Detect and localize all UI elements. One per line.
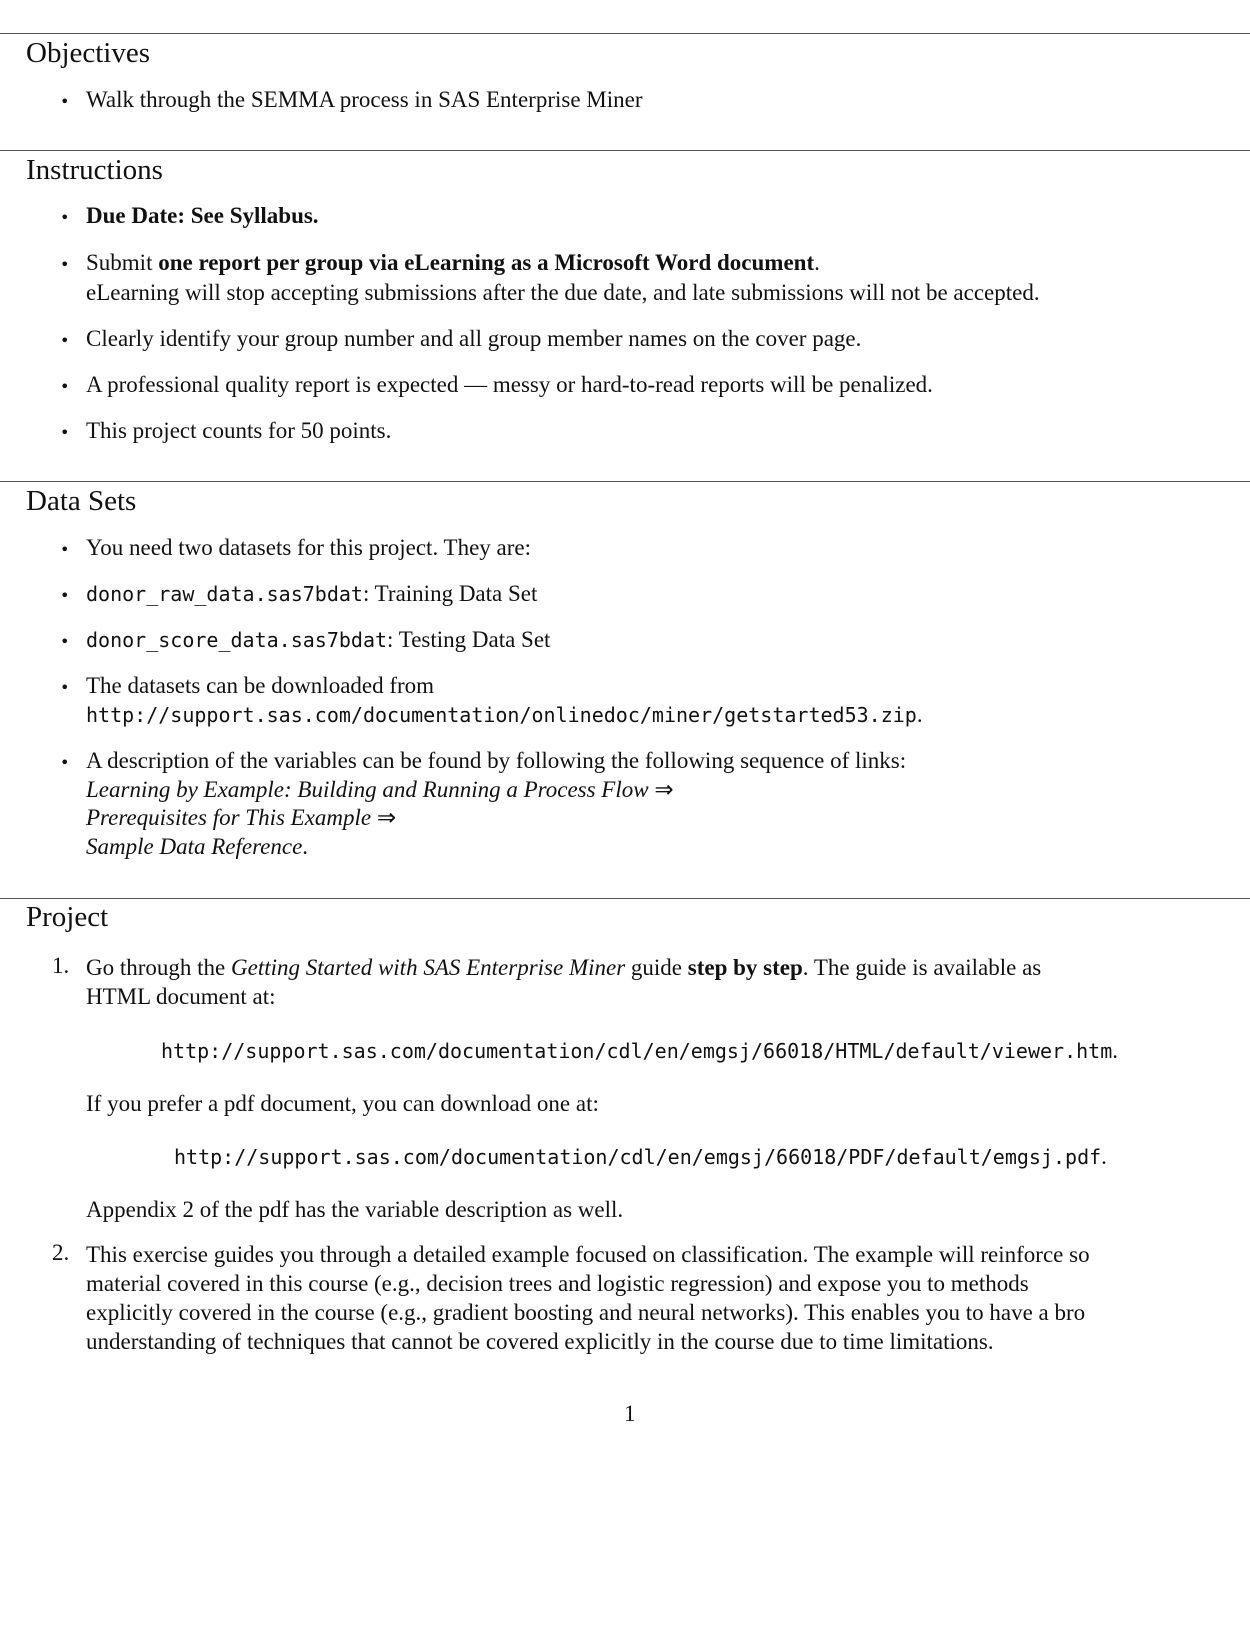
item-number: 2. bbox=[52, 1240, 70, 1265]
train-dataset-line bbox=[86, 579, 537, 609]
submit-line bbox=[86, 248, 820, 277]
project-item-2-line-1: This exercise guides you through a detailed example focused on classification. The example will reinforce so bbox=[86, 1242, 1090, 1267]
objective-item: Walk through the SEMMA process in SAS Enterprise Miner bbox=[86, 87, 643, 112]
link-step-3 bbox=[86, 832, 308, 861]
appendix-text: Appendix 2 of the pdf has the variable description as well. bbox=[86, 1197, 624, 1222]
html-url-line bbox=[161, 1036, 1118, 1066]
link-step-1 bbox=[86, 775, 674, 804]
page-number: 1 bbox=[624, 1401, 636, 1426]
project-item-2-line-2: material covered in this course (e.g., decision trees and logistic regression) and expose you to methods bbox=[86, 1271, 1029, 1296]
section-rule bbox=[0, 150, 1250, 151]
bullet-icon: • bbox=[60, 208, 70, 227]
bullet-icon: • bbox=[60, 632, 70, 651]
html-url-end: . bbox=[1112, 1038, 1118, 1063]
pdf-url-link[interactable]: http://support.sas.com/documentation/cdl/en/emgsj/66018/PDF/default/emgsj.pdf bbox=[174, 1145, 1102, 1169]
bullet-icon: • bbox=[60, 377, 70, 396]
submit-bold: one report per group via eLearning as a Microsoft Word document bbox=[158, 250, 815, 275]
project-item-1-line-2: HTML document at: bbox=[86, 984, 276, 1009]
item1-bold: step by step bbox=[687, 955, 803, 980]
item1-post: . The guide is available as bbox=[802, 955, 1042, 980]
bullet-icon: • bbox=[60, 92, 70, 111]
section-rule bbox=[0, 898, 1250, 899]
download-url-link[interactable]: http://support.sas.com/documentation/onlinedoc/miner/getstarted53.zip bbox=[86, 703, 917, 727]
item-number: 1. bbox=[52, 953, 70, 978]
project-item-2-line-4: understanding of techniques that cannot be covered explicitly in the course due to time limitations. bbox=[86, 1329, 994, 1354]
project-heading: Project bbox=[26, 901, 109, 933]
identify-line: Clearly identify your group number and all group member names on the cover page. bbox=[86, 326, 862, 351]
arrow-icon: ⇒ bbox=[376, 805, 397, 830]
bullet-icon: • bbox=[60, 753, 70, 772]
project-item-1-line-1 bbox=[86, 953, 1041, 982]
submit-line-2: eLearning will stop accepting submissions after the due date, and late submissions will not be accepted. bbox=[86, 280, 1040, 305]
guide-title: Getting Started with SAS Enterprise Miner bbox=[231, 955, 626, 980]
bullet-icon: • bbox=[60, 678, 70, 697]
submit-pre: Submit bbox=[86, 250, 159, 275]
submit-post: . bbox=[814, 250, 820, 275]
pdf-url-end: . bbox=[1101, 1144, 1107, 1169]
project-item-2-line-3: explicitly covered in the course (e.g., gradient boosting and neural networks). This enables you to have a bro bbox=[86, 1300, 1086, 1325]
pdf-url-line bbox=[174, 1142, 1107, 1172]
link-2-text: Prerequisites for This Example bbox=[86, 805, 372, 830]
arrow-icon: ⇒ bbox=[654, 777, 674, 802]
bullet-icon: • bbox=[60, 586, 70, 605]
pdf-text: If you prefer a pdf document, you can download one at: bbox=[86, 1091, 599, 1116]
html-url-link[interactable]: http://support.sas.com/documentation/cdl/en/emgsj/66018/HTML/default/viewer.htm bbox=[161, 1039, 1113, 1063]
points-line: This project counts for 50 points. bbox=[86, 418, 392, 443]
bullet-icon: • bbox=[60, 255, 70, 274]
item1-mid: guide bbox=[625, 955, 688, 980]
train-file-name: donor_raw_data.sas7bdat bbox=[86, 582, 363, 606]
link-1-text: Learning by Example: Building and Running a Process Flow bbox=[86, 777, 649, 802]
datasets-heading: Data Sets bbox=[26, 485, 137, 517]
due-date: Due Date: See Syllabus. bbox=[86, 203, 319, 228]
objectives-heading: Objectives bbox=[26, 37, 151, 69]
test-dataset-line bbox=[86, 625, 550, 655]
bullet-icon: • bbox=[60, 423, 70, 442]
item1-pre: Go through the bbox=[86, 955, 232, 980]
test-file-name: donor_score_data.sas7bdat bbox=[86, 628, 388, 652]
link-3-text: Sample Data Reference bbox=[86, 834, 303, 859]
quality-line: A professional quality report is expected — messy or hard-to-read reports will be penalized. bbox=[86, 372, 933, 397]
test-desc: : Testing Data Set bbox=[387, 627, 551, 652]
section-rule bbox=[0, 481, 1250, 482]
bullet-icon: • bbox=[60, 331, 70, 350]
download-line bbox=[86, 700, 923, 730]
instructions-heading: Instructions bbox=[26, 154, 163, 186]
download-text: The datasets can be downloaded from bbox=[86, 673, 435, 698]
description-text: A description of the variables can be found by following the following sequence of links: bbox=[86, 748, 907, 773]
download-end: . bbox=[916, 702, 923, 727]
bullet-icon: • bbox=[60, 540, 70, 559]
train-desc: : Training Data Set bbox=[362, 581, 538, 606]
section-rule bbox=[0, 33, 1250, 34]
datasets-intro: You need two datasets for this project. They are: bbox=[86, 535, 531, 560]
link-step-2 bbox=[86, 803, 396, 832]
link-3-end: . bbox=[302, 834, 309, 859]
